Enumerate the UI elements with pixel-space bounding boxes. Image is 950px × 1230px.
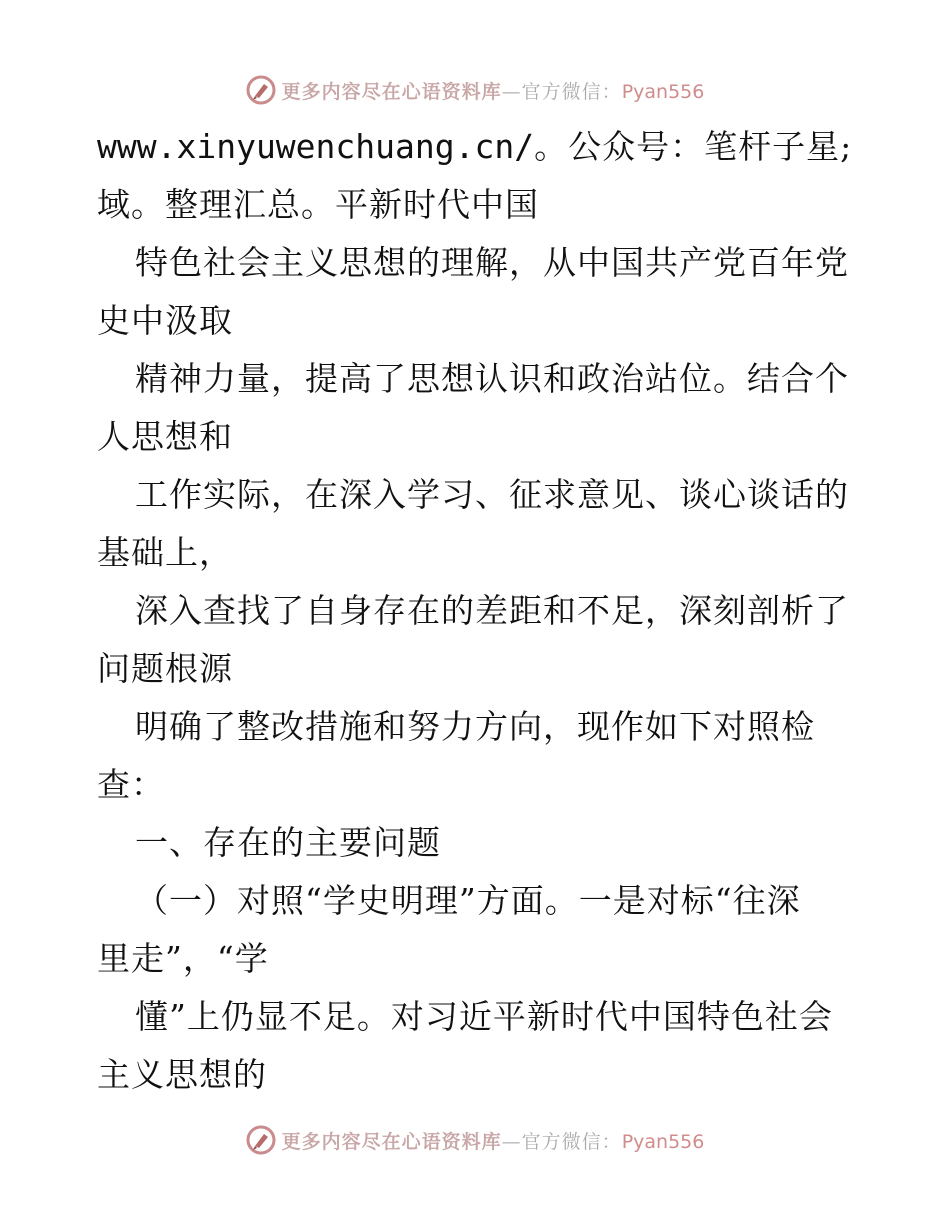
text-line: 基础上， [97, 533, 233, 572]
text-line: 主义思想的 [97, 1055, 267, 1094]
text-line: 精神力量，提高了思想认识和政治站位。结合个 [135, 359, 849, 398]
text-line: 里走”，“学 [97, 939, 269, 978]
text-line: 查： [97, 765, 165, 804]
text-line: 明确了整改措施和努力方向，现作如下对照检 [135, 707, 815, 746]
banner-text [282, 77, 705, 104]
text-line: 懂”上仍显不足。对习近平新时代中国特色社会 [135, 997, 833, 1036]
banner-separator: — [501, 80, 522, 103]
banner-wechat-label: 官方微信： [521, 80, 622, 103]
text-line: 人思想和 [97, 417, 233, 456]
text-line: （一）对照“学史明理”方面。一是对标“往深 [135, 881, 801, 920]
banner-text [282, 1127, 705, 1154]
pen-nib-circle-icon [246, 1125, 276, 1155]
text-line: 史中汲取 [97, 301, 233, 340]
source-url: www.xinyuwenchuang.cn/ [97, 127, 535, 166]
banner-separator: — [501, 1130, 522, 1153]
section-heading: 一、存在的主要问题 [135, 823, 441, 862]
banner-slogan: 更多内容尽在心语资料库 [281, 80, 502, 103]
document-body [97, 118, 857, 1104]
text-line: 问题根源 [97, 649, 233, 688]
text-line-url [97, 118, 857, 176]
header-banner [0, 70, 950, 110]
banner-wechat-handle: Pyan556 [621, 1130, 705, 1153]
pen-nib-circle-icon [246, 75, 276, 105]
text-line: 深入查找了自身存在的差距和不足，深刻剖析了 [135, 591, 849, 630]
source-note: 。公众号：笔杆子星; [534, 127, 853, 166]
footer-banner [0, 1120, 950, 1160]
text-line: 特色社会主义思想的理解，从中国共产党百年党 [135, 243, 849, 282]
banner-slogan: 更多内容尽在心语资料库 [281, 1130, 502, 1153]
text-line: 工作实际，在深入学习、征求意见、谈心谈话的 [135, 475, 849, 514]
banner-wechat-label: 官方微信： [521, 1130, 622, 1153]
banner-wechat-handle: Pyan556 [621, 80, 705, 103]
text-line: 域。整理汇总。平新时代中国 [97, 185, 539, 224]
